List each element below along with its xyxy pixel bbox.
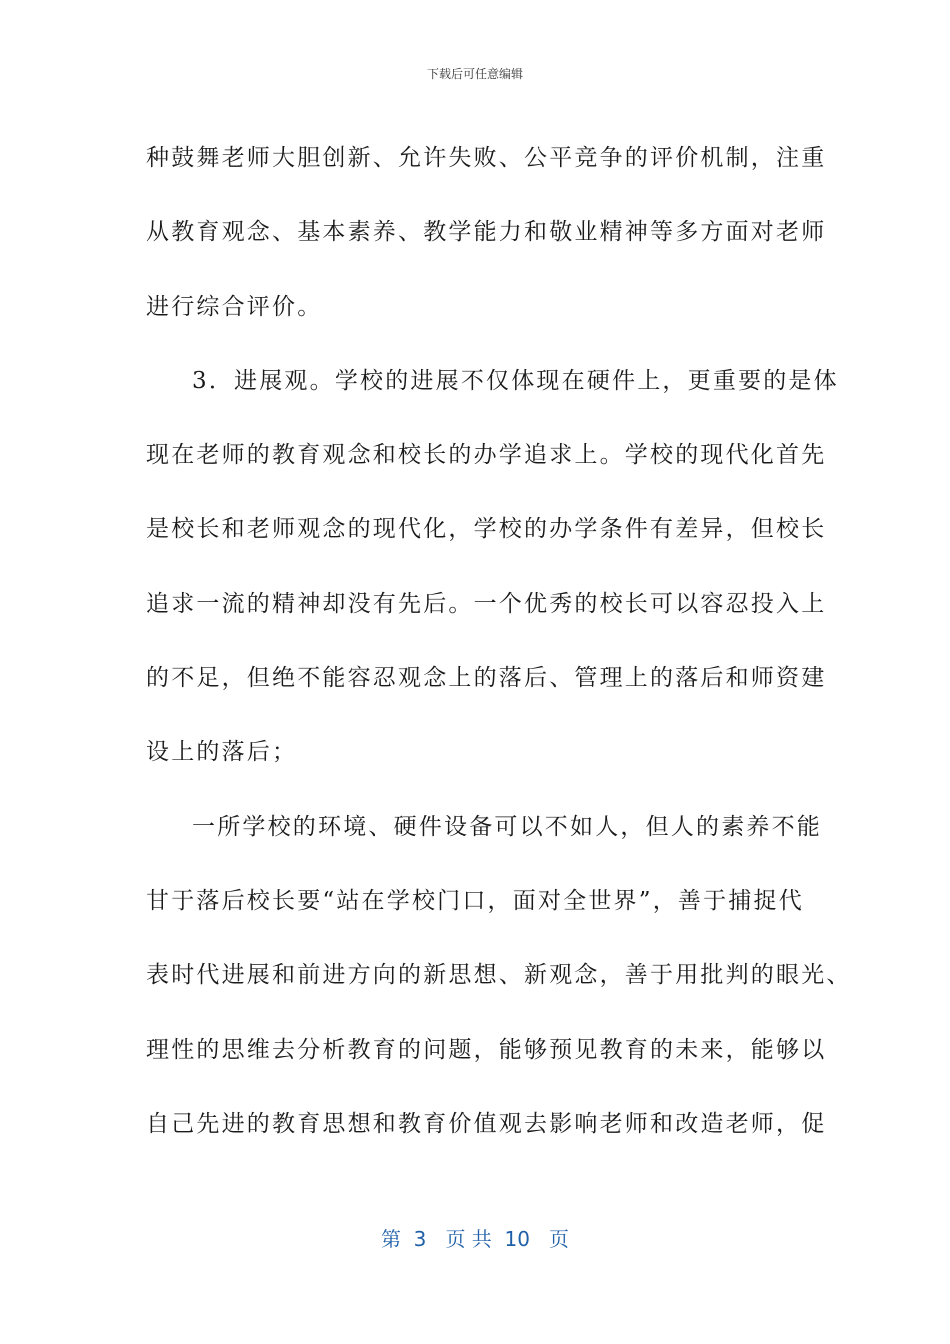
text-line-paragraph-start: 一所学校的环境、硬件设备可以不如人，但人的素养不能 [192, 813, 822, 840]
text-line: 是校长和老师观念的现代化，学校的办学条件有差异，但校长 [146, 516, 827, 543]
text-line: 的不足，但绝不能容忍观念上的落后、管理上的落后和师资建 [146, 665, 827, 692]
text-line: 设上的落后； [146, 739, 298, 766]
text-line: 自己先进的教育思想和教育价值观去影响老师和改造老师，促 [146, 1110, 827, 1137]
text-line: 表时代进展和前进方向的新思想、新观念，善于用批判的眼光、 [146, 962, 852, 989]
text-line: 理性的思维去分析教育的问题，能够预见教育的未来，能够以 [146, 1036, 827, 1063]
page-number-footer: 第 3 页 共 10 页 [380, 1227, 570, 1251]
page-header-note: 下载后可任意编辑 [426, 67, 523, 81]
text-line: 种鼓舞老师大胆创新、允许失败、公平竞争的评价机制，注重 [146, 145, 827, 171]
text-line-paragraph-start: 3．进展观。学校的进展不仅体现在硬件上，更重要的是体 [192, 367, 839, 394]
text-line: 进行综合评价。 [146, 293, 323, 320]
text-line: 甘于落后校长要“站在学校门口，面对全世界”，善于捕捉代 [146, 887, 804, 914]
text-line: 现在老师的教育观念和校长的办学追求上。学校的现代化首先 [146, 442, 827, 469]
body-text [146, 121, 852, 1161]
text-line: 追求一流的精神却没有先后。一个优秀的校长可以容忍投入上 [146, 590, 827, 617]
text-line: 从教育观念、基本素养、教学能力和敬业精神等多方面对老师 [146, 219, 827, 246]
